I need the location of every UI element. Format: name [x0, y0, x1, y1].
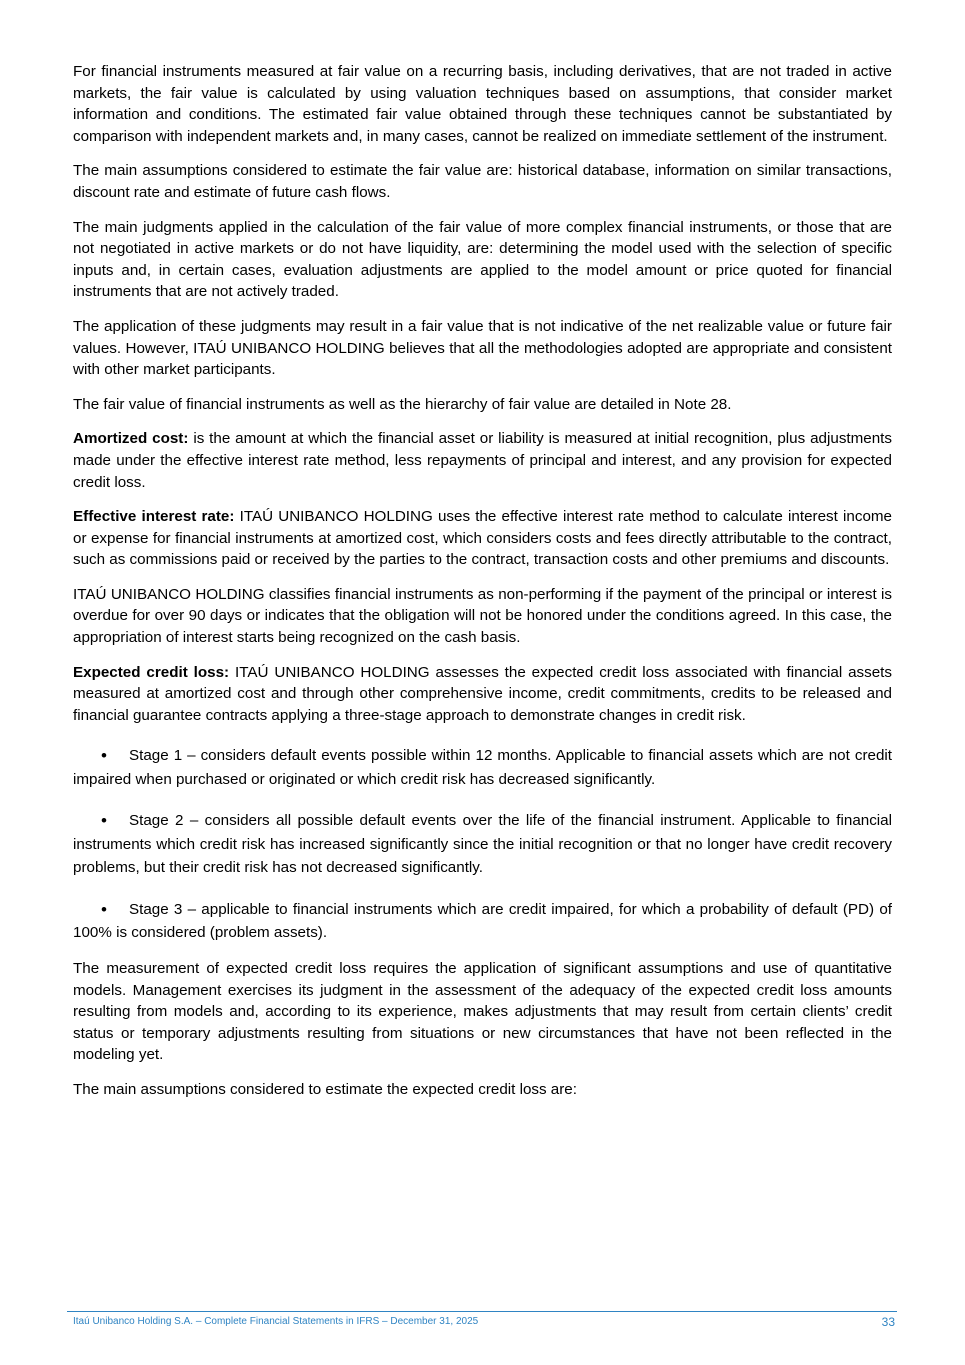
list-item-stage-2 — [73, 809, 892, 880]
definition-expected-credit-loss: ITAÚ UNIBANCO HOLDING assesses the expected credit loss associated with financial assets measured at amortized cost and through other comprehensive income, credit commitments, credits to be released and financial guarantee contracts applying a three-stage approach to demonstrate changes in credit risk. — [73, 663, 892, 724]
paragraph-judgments-application: The application of these judgments may result in a fair value that is not indicative of the net realizable value or future fair values. However, ITAÚ UNIBANCO HOLDING believes that all the methodologies adopted are appropriate and consistent with other market participants. — [73, 317, 892, 379]
list-item-stage-1 — [73, 744, 892, 791]
term-amortized-cost: Amortized cost: — [73, 430, 189, 448]
stage-3-text: Stage 3 – applicable to financial instruments which are credit impaired, for which a probability of default (PD) of 100% is considered (problem assets). — [73, 900, 892, 942]
paragraph-ecl-measurement: The measurement of expected credit loss requires the application of significant assumptions and use of quantitative models. Management exercises its judgment in the assessment of the adequacy of the expected credit loss amounts resulting from models and, according to its experience, makes adjustments that may result from certain clients’ credit status or temporary adjustments resulting from situations or new circumstances that have not been reflected in the modeling yet. — [73, 959, 892, 1064]
paragraph-fair-value-note-reference: The fair value of financial instruments as well as the hierarchy of fair value are detailed in Note 28. — [73, 395, 732, 413]
paragraph-fair-value-recurring: For financial instruments measured at fair value on a recurring basis, including derivatives, that are not traded in active markets, the fair value is calculated by using valuation techniques based on assumptions, that consider market information and conditions. The estimated fair value obtained through these techniques cannot be substantiated by comparison with independent markets and, in many cases, cannot be realized on immediate settlement of the instrument. — [73, 63, 892, 145]
document-body — [73, 61, 892, 1114]
paragraph-non-performing: ITAÚ UNIBANCO HOLDING classifies financial instruments as non-performing if the payment of the principal or interest is overdue for over 90 days or indicates that the obligation will not be honored under the conditions agreed. In this case, the appropriation of interest starts being recognized on the cash basis. — [73, 585, 892, 647]
list-item-stage-3 — [73, 898, 892, 945]
bullet-icon: • — [101, 899, 107, 919]
paragraph-fair-value-judgments: The main judgments applied in the calculation of the fair value of more complex financial instruments, or those that are not negotiated in active markets or do not have liquidity, are: determining the model used with the selection of specific inputs and, in certain cases, evaluation adjustments are applied to the model amount or price quoted for financial instruments that are not actively traded. — [73, 218, 892, 301]
paragraph-expected-credit-loss — [73, 662, 892, 727]
footer-divider — [67, 1311, 897, 1312]
term-expected-credit-loss: Expected credit loss: — [73, 663, 230, 681]
paragraph-fair-value-assumptions: The main assumptions considered to estimate the fair value are: historical database, information on similar transactions, discount rate and estimate of future cash flows. — [73, 162, 892, 201]
definition-effective-interest-rate: ITAÚ UNIBANCO HOLDING uses the effective interest rate method to calculate interest income or expense for financial instruments at amortized cost, which considers costs and fees directly attributable to the contract, such as commissions paid or received by the parties to the contract, transaction costs and other premiums and discounts. — [73, 508, 892, 569]
stage-2-text: Stage 2 – considers all possible default events over the life of the financial instrument. Applicable to financial instruments which credit risk has increased significantly since the initial recognition or that no longer have credit recovery problems, but their credit risk has not decreased significantly. — [73, 812, 892, 877]
term-effective-interest-rate: Effective interest rate: — [73, 508, 235, 526]
page-number: 33 — [881, 1315, 895, 1329]
footer-document-title: Itaú Unibanco Holding S.A. – Complete Financial Statements in IFRS – December 31, 2025 — [73, 1316, 479, 1327]
bullet-icon: • — [101, 746, 107, 766]
bullet-icon: • — [101, 811, 107, 831]
paragraph-ecl-assumptions-intro: The main assumptions considered to estimate the expected credit loss are: — [73, 1080, 577, 1098]
paragraph-effective-interest-rate — [73, 506, 892, 571]
stage-1-text: Stage 1 – considers default events possible within 12 months. Applicable to financial assets which are not credit impaired when purchased or originated or which credit risk has decreased significantly. — [73, 747, 892, 788]
definition-amortized-cost: is the amount at which the financial asset or liability is measured at initial recognition, plus adjustments made under the effective interest rate method, less repayments of principal and interest, and any provision for expected credit loss. — [73, 430, 892, 491]
paragraph-amortized-cost — [73, 428, 892, 493]
